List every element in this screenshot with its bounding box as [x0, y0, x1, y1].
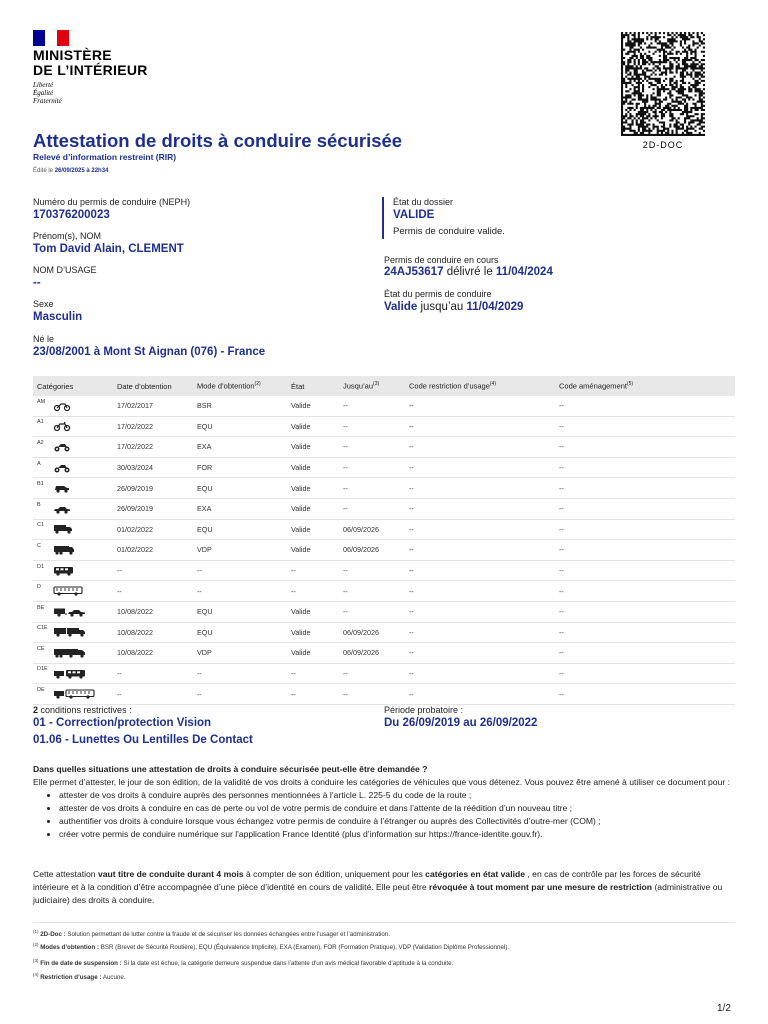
- qr-code-2d-doc: [621, 32, 705, 136]
- footnote-4: $^{(4)}$ Restriction d’usage : Aucune.: [33, 972, 126, 982]
- table-row: [33, 540, 735, 561]
- motto-liberte: Liberté: [33, 81, 54, 89]
- row-state: Valide: [287, 540, 339, 561]
- row-until: 06/09/2026: [339, 622, 405, 643]
- row-state: --: [287, 663, 339, 684]
- row-until: --: [339, 396, 405, 416]
- info-bullet-3: • authentifier vos droits à conduire lorsque vous échangez votre permis de conduire à l’étranger ou auprès des Collectivités d’outre-mer (COM) ;: [59, 815, 735, 828]
- row-category: [33, 478, 113, 499]
- motto-egalite: Égalité: [33, 89, 54, 97]
- category-code: C1E: [37, 625, 48, 632]
- row-adaptation: --: [555, 540, 735, 561]
- row-date: 17/02/2022: [113, 416, 193, 437]
- license-state-label: État du permis de conduire: [384, 289, 492, 299]
- row-restriction: --: [405, 396, 555, 416]
- row-category: [33, 498, 113, 519]
- row-adaptation: --: [555, 684, 735, 705]
- condition-item-1: 01 - Correction/protection Vision: [33, 717, 212, 729]
- table-row: [33, 643, 735, 664]
- table-row: [33, 560, 735, 581]
- table-row: [33, 437, 735, 458]
- category-code: CE: [37, 645, 45, 652]
- info-question: Dans quelles situations une attestation de droits à conduire sécurisée peut-elle être demandée ?: [33, 764, 428, 774]
- row-date: --: [113, 560, 193, 581]
- dossier-status-description: Permis de conduire valide.: [393, 226, 505, 237]
- row-until: --: [339, 498, 405, 519]
- row-restriction: --: [405, 601, 555, 622]
- row-restriction: --: [405, 622, 555, 643]
- birth-label: Né le: [33, 334, 55, 344]
- row-category: [33, 416, 113, 437]
- category-code: D: [37, 584, 41, 591]
- row-mode: --: [193, 560, 287, 581]
- info-intro: Elle permet d’attester, le jour de son édition, de la validité de vos droits à conduire les catégories de véhicules que vous détenez. Vous pouvez être amené à utiliser ce document pour :: [33, 777, 730, 787]
- current-license-number: 24AJ53617: [384, 266, 444, 278]
- light-truck-trailer-icon: [53, 627, 87, 636]
- condition-item-2: 01.06 - Lunettes Ou Lentilles De Contact: [33, 734, 253, 746]
- motto-fraternite: Fraternité: [33, 97, 62, 105]
- category-code: C1: [37, 522, 45, 529]
- col-header-restriction: Code restriction d’usage$^{(4)}$: [405, 376, 555, 396]
- row-restriction: --: [405, 663, 555, 684]
- row-until: --: [339, 663, 405, 684]
- ministry-name-line1: MINISTÈRE: [33, 47, 112, 63]
- row-restriction: --: [405, 457, 555, 478]
- row-adaptation: --: [555, 416, 735, 437]
- category-code: A: [37, 460, 41, 467]
- current-license-label: Permis de conduire en cours: [384, 255, 499, 265]
- row-category: [33, 560, 113, 581]
- row-restriction: --: [405, 643, 555, 664]
- row-mode: --: [193, 663, 287, 684]
- row-category: [33, 457, 113, 478]
- info-bullet-2: • attester de vos droits à conduire en cas de perte ou vol de votre permis de conduire et dans l’attente de la réédition d’un nouveau titre ;: [59, 802, 735, 815]
- name-value: Tom David Alain, CLEMENT: [33, 243, 184, 255]
- row-state: Valide: [287, 437, 339, 458]
- row-state: Valide: [287, 519, 339, 540]
- row-adaptation: --: [555, 622, 735, 643]
- row-until: 06/09/2026: [339, 643, 405, 664]
- info-bullet-list: [33, 789, 735, 841]
- row-adaptation: --: [555, 560, 735, 581]
- current-license-line: [384, 266, 553, 278]
- col-header-until: $Jusqu’au^{(3)}$: [339, 376, 405, 396]
- row-restriction: --: [405, 437, 555, 458]
- col-header-categories: Catégories: [33, 376, 113, 396]
- row-state: --: [287, 581, 339, 602]
- categories-table: [33, 376, 735, 705]
- row-state: Valide: [287, 478, 339, 499]
- col-header-mode: Mode d’obtention$^{(2)}$: [193, 376, 287, 396]
- row-adaptation: --: [555, 601, 735, 622]
- row-state: Valide: [287, 643, 339, 664]
- row-restriction: --: [405, 478, 555, 499]
- license-state-line: [384, 301, 523, 313]
- row-until: --: [339, 478, 405, 499]
- row-state: Valide: [287, 416, 339, 437]
- row-until: --: [339, 416, 405, 437]
- row-restriction: --: [405, 684, 555, 705]
- row-date: 17/02/2017: [113, 396, 193, 416]
- car-trailer-icon: [53, 607, 87, 616]
- quadricycle-icon: [53, 483, 71, 492]
- row-until: --: [339, 684, 405, 705]
- row-date: 10/08/2022: [113, 601, 193, 622]
- sex-label: Sexe: [33, 299, 54, 309]
- row-mode: --: [193, 581, 287, 602]
- row-mode: VDP: [193, 540, 287, 561]
- row-state: --: [287, 560, 339, 581]
- sex-value: Masculin: [33, 311, 83, 323]
- row-date: 30/03/2024: [113, 457, 193, 478]
- qr-label: 2D-DOC: [642, 140, 684, 150]
- minibus-icon: [53, 566, 75, 575]
- row-mode: EQU: [193, 416, 287, 437]
- row-date: --: [113, 663, 193, 684]
- row-restriction: --: [405, 560, 555, 581]
- validity-paragraph: Cette attestation vaut titre de conduite durant 4 mois à compter de son édition, uniquement pour les catégories en état valide , en cas de contrôle par les forces de sécurité intérieure et à la condition d’être accompagnée d’une pièce d’identité en cours de validité. Elle peut être révoquée à tout moment par une mesure de restriction (administrative ou judiciaire) des droits à conduire.: [33, 869, 723, 905]
- neph-value: 170376200023: [33, 209, 110, 221]
- motorcycle-icon: [53, 463, 71, 472]
- ministry-name-line2: DE L’INTÉRIEUR: [33, 62, 148, 78]
- col-header-adaptation: Code aménagement$^{(5)}$: [555, 376, 735, 396]
- category-code: BE: [37, 604, 45, 611]
- edition-prefix: Édité le: [33, 168, 54, 174]
- row-date: 10/08/2022: [113, 643, 193, 664]
- row-date: 01/02/2022: [113, 540, 193, 561]
- usage-name-value: --: [33, 277, 41, 289]
- category-code: B: [37, 501, 41, 508]
- motorcycle-icon: [53, 442, 71, 451]
- row-restriction: --: [405, 498, 555, 519]
- row-state: Valide: [287, 601, 339, 622]
- row-category: [33, 519, 113, 540]
- truck-trailer-icon: [53, 648, 87, 657]
- moped-icon: [53, 401, 71, 410]
- row-category: [33, 643, 113, 664]
- category-code: B1: [37, 481, 44, 488]
- row-until: --: [339, 437, 405, 458]
- conditions-count: 2: [33, 705, 39, 715]
- row-mode: VDP: [193, 643, 287, 664]
- info-bullet-4: • créer votre permis de conduire numérique sur l'application France Identité (plus d’information sur https://france-identite.gouv.fr).: [59, 828, 735, 841]
- row-until: 06/09/2026: [339, 540, 405, 561]
- table-row: [33, 416, 735, 437]
- row-until: --: [339, 581, 405, 602]
- edition-datetime: 26/09/2025 à 22h34: [54, 168, 109, 174]
- light-motorcycle-icon: [53, 421, 71, 430]
- usage-name-label: NOM D’USAGE: [33, 265, 97, 275]
- row-mode: EQU: [193, 622, 287, 643]
- row-until: 06/09/2026: [339, 519, 405, 540]
- row-adaptation: --: [555, 457, 735, 478]
- row-mode: EXA: [193, 437, 287, 458]
- col-header-date: Date d’obtention: [113, 376, 193, 396]
- category-code: A2: [37, 439, 44, 446]
- dossier-status-label: État du dossier: [393, 197, 454, 207]
- row-category: [33, 663, 113, 684]
- info-bullet-1: • attester de vos droits à conduire auprès des personnes mentionnées à l’article L. 225-5 du code de la route ;: [59, 789, 735, 802]
- republic-flag-logo: [33, 30, 69, 46]
- page-title: Attestation de droits à conduire sécurisée: [33, 130, 403, 151]
- row-date: 01/02/2022: [113, 519, 193, 540]
- table-header-row: [33, 376, 735, 396]
- footnote-1: $^{(1)}$ 2D-Doc : Solution permettant de lutter contre la fraude et de sécuriser les données échangées entre l’usager et l’administration.: [33, 929, 391, 939]
- row-date: --: [113, 581, 193, 602]
- row-date: 10/08/2022: [113, 622, 193, 643]
- row-until: --: [339, 457, 405, 478]
- row-adaptation: --: [555, 519, 735, 540]
- row-restriction: --: [405, 519, 555, 540]
- row-category: [33, 540, 113, 561]
- table-row: [33, 457, 735, 478]
- info-section: [33, 763, 735, 841]
- row-adaptation: --: [555, 498, 735, 519]
- table-row: [33, 601, 735, 622]
- row-mode: FOR: [193, 457, 287, 478]
- name-label: Prénom(s), NOM: [33, 231, 102, 241]
- table-row: [33, 396, 735, 416]
- row-until: --: [339, 601, 405, 622]
- col-header-state: État: [287, 376, 339, 396]
- dossier-status-value: VALIDE: [393, 209, 435, 221]
- neph-label: Numéro du permis de conduire (NEPH): [33, 197, 191, 207]
- row-adaptation: --: [555, 643, 735, 664]
- current-license-date: 11/04/2024: [495, 266, 553, 278]
- minibus-trailer-icon: [53, 668, 87, 677]
- row-date: 26/09/2019: [113, 478, 193, 499]
- footnote-2: $^{(2)}$ Modes d’obtention : BSR (Brevet de Sécurité Routière), EQU (Équivalence Implicite), EXA (Examen), FOR (Formation Pratique), VDP (Validation Diplôme Professionnel).: [33, 942, 510, 952]
- license-state-until-text: jusqu’au: [420, 301, 464, 313]
- category-code: D1: [37, 563, 45, 570]
- row-state: Valide: [287, 498, 339, 519]
- birth-value: 23/08/2001 à Mont St Aignan (076) - France: [33, 346, 266, 358]
- row-until: --: [339, 560, 405, 581]
- table-row: [33, 478, 735, 499]
- probation-label: Période probatoire :: [384, 705, 464, 715]
- row-date: 17/02/2022: [113, 437, 193, 458]
- category-code: C: [37, 542, 41, 549]
- conditions-label: [33, 705, 132, 715]
- license-state-value: Valide: [384, 301, 418, 313]
- row-category: [33, 684, 113, 705]
- status-accent-bar: [382, 197, 384, 239]
- row-state: Valide: [287, 622, 339, 643]
- row-date: 26/09/2019: [113, 498, 193, 519]
- row-state: Valide: [287, 396, 339, 416]
- row-category: [33, 601, 113, 622]
- car-icon: [53, 504, 71, 513]
- row-date: --: [113, 684, 193, 705]
- current-license-delivered-text: délivré le: [446, 266, 493, 278]
- category-code: DE: [37, 687, 45, 694]
- page-number: 1/2: [717, 1003, 731, 1014]
- license-state-date: 11/04/2029: [466, 301, 524, 313]
- row-mode: EXA: [193, 498, 287, 519]
- table-row: [33, 684, 735, 705]
- row-restriction: --: [405, 581, 555, 602]
- category-code: A1: [37, 419, 44, 426]
- footnotes-divider: [33, 922, 735, 923]
- category-code: AM: [37, 398, 46, 405]
- row-restriction: --: [405, 416, 555, 437]
- probation-value: Du 26/09/2019 au 26/09/2022: [384, 717, 538, 729]
- row-category: [33, 622, 113, 643]
- page-subtitle: Relevé d’information restreint (RIR): [33, 152, 177, 162]
- row-adaptation: --: [555, 663, 735, 684]
- bus-icon: [53, 586, 83, 595]
- row-mode: EQU: [193, 478, 287, 499]
- row-restriction: --: [405, 540, 555, 561]
- row-mode: EQU: [193, 601, 287, 622]
- row-mode: --: [193, 684, 287, 705]
- footnote-3: $^{(3)}$ Fin de date de suspension : Si la date est échue, la catégorie demeure suspendue dans l’attente d’un avis médical favorable d’aptitude à la conduite.: [33, 958, 454, 968]
- row-category: [33, 581, 113, 602]
- row-mode: EQU: [193, 519, 287, 540]
- edition-date: [33, 168, 108, 174]
- row-adaptation: --: [555, 437, 735, 458]
- table-row: [33, 519, 735, 540]
- row-adaptation: --: [555, 396, 735, 416]
- row-adaptation: --: [555, 478, 735, 499]
- row-state: Valide: [287, 457, 339, 478]
- bus-trailer-icon: [53, 689, 95, 698]
- table-row: [33, 663, 735, 684]
- table-row: [33, 622, 735, 643]
- table-row: [33, 581, 735, 602]
- row-adaptation: --: [555, 581, 735, 602]
- row-mode: BSR: [193, 396, 287, 416]
- row-category: [33, 437, 113, 458]
- truck-icon: [53, 545, 75, 554]
- conditions-text: conditions restrictives :: [40, 705, 132, 715]
- table-row: [33, 498, 735, 519]
- category-code: D1E: [37, 666, 48, 673]
- row-category: [33, 396, 113, 416]
- row-state: --: [287, 684, 339, 705]
- light-truck-icon: [53, 524, 73, 533]
